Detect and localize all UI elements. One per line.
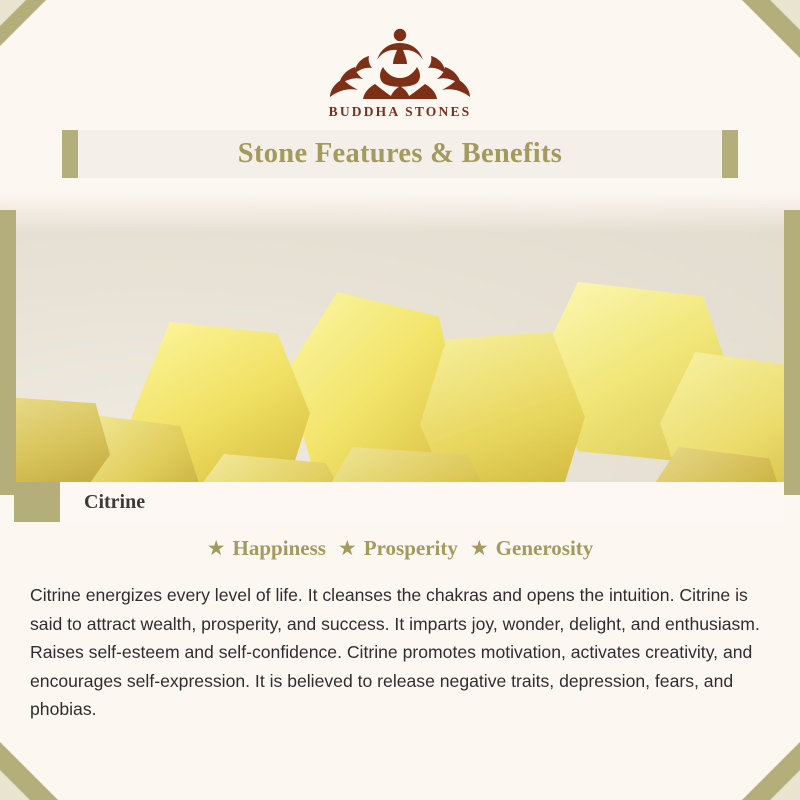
stone-name-bar (0, 482, 800, 522)
stone-name: Citrine (84, 490, 146, 513)
side-accent-bar-left (0, 210, 16, 495)
lotus-meditation-icon (325, 22, 475, 100)
side-accent-bar-right (784, 210, 800, 495)
benefit-label: Happiness (232, 536, 326, 560)
description-text: Citrine energizes every level of life. It cleanses the chakras and opens the intuition. Citrine is said to attract wealth, prosperity, and success. It imparts joy, wonder, delight, and enthusiasm. Raises self-esteem and self-confidence. Citrine promotes motivation, activates creativity, and encourages self-expression. It is believed to release negative traits, depression, fears, and phobias. (30, 585, 760, 719)
stone-photo (0, 192, 800, 482)
benefit-item (203, 536, 330, 561)
benefit-label: Prosperity (363, 536, 458, 560)
corner-decoration-top-right-inner (770, 0, 800, 30)
stone-name-bar-inner (60, 482, 784, 522)
benefit-label: Generosity (495, 536, 594, 560)
brand-name: BUDDHA STONES (328, 104, 472, 119)
benefit-item (334, 536, 462, 561)
photo-top-fade (0, 192, 800, 232)
benefit-item (466, 536, 597, 561)
star-icon: ★ (206, 537, 226, 560)
section-title-band (78, 130, 722, 178)
brand-header (0, 0, 800, 120)
corner-decoration-top-left-inner (0, 0, 26, 26)
benefits-list (0, 536, 800, 561)
corner-decoration-bottom-right-inner (770, 770, 800, 800)
stone-chunk (0, 397, 110, 482)
corner-decoration-bottom-left-inner (0, 770, 30, 800)
star-icon: ★ (469, 537, 489, 560)
star-icon: ★ (337, 537, 357, 560)
page-title: Stone Features & Benefits (237, 138, 563, 169)
